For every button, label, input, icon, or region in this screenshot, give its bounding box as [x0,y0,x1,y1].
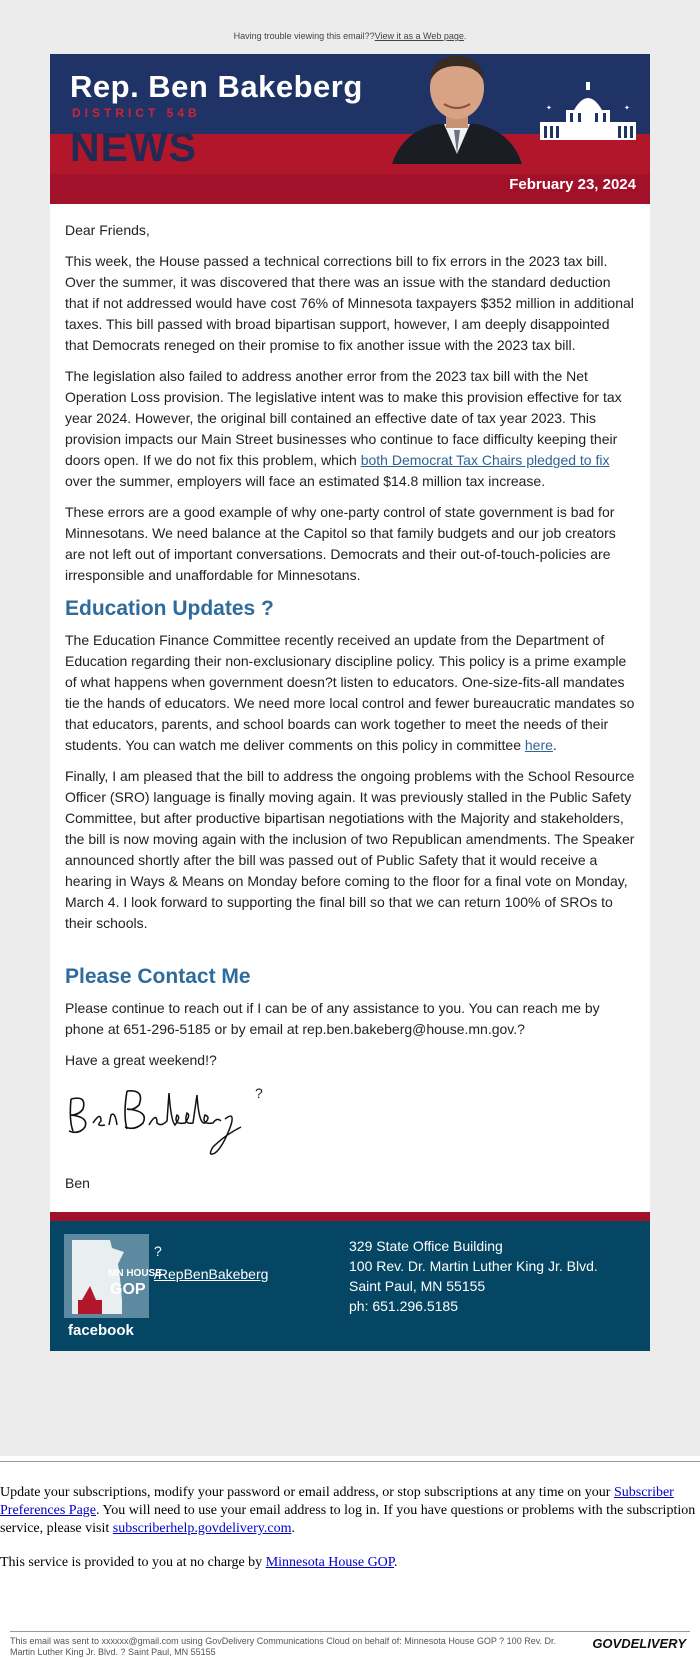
paragraph-weekend: Have a great weekend!? [65,1052,217,1068]
greeting: Dear Friends, [65,222,150,238]
web-page-link[interactable]: View it as a Web page [374,31,464,41]
contact-heading: Please Contact Me [65,965,251,988]
trouble-text: Having trouble viewing this email?? [233,31,375,41]
divider [0,1461,700,1462]
portrait-image [382,54,532,164]
address-line: 329 State Office Building [349,1238,503,1254]
subscription-text: Update your subscriptions, modify your password or email address, or stop subscriptions at any time on your Subscriber Preferences Page. You will need to use your email address to log in. If you have questions or problems with the subscription service, please visit subscriberhelp.govdelivery.com. [0,1485,696,1536]
mn-house-gop-logo[interactable] [64,1234,162,1339]
subscriber-preferences-link[interactable]: Subscriber Preferences Page [0,1485,674,1518]
paragraph-one-party-control: These errors are a good example of why one-party control of state government is bad for Minnesotans. We need balance at the Capitol so that family budgets and our job creators are not left out of important conversations. Democrats and their out-of-touch-policies are irresponsible and unaffordable for Minnesotans. [65,504,616,583]
paragraph-contact: Please continue to reach out if I can be of any assistance to you. You can reach me by phone at 651-296-5185 or by email at rep.ben.bakeberg@house.mn.gov.? [65,1000,600,1037]
committee-video-link[interactable]: here [524,737,553,753]
rep-name: Rep. Ben Bakeberg [70,69,363,104]
footer-red-band [50,1212,650,1221]
view-online-bar: Having trouble viewing this email??View it as a Web page. [233,31,467,41]
facebook-logo-text: facebook [68,1322,134,1339]
govdelivery-logo[interactable]: GOVDELIVERY [592,1636,686,1651]
district-label: DISTRICT 54B [72,106,201,120]
divider [10,1631,690,1632]
header-banner [50,54,650,204]
paragraph-net-operation-loss: The legislation also failed to address another error from the 2023 tax bill with the Net Operation Loss provision. The legislative intent was to make this provision effective for tax year 2024. However, the original bill contained an effective date of tax year 2023. This provision impacts our Main Street businesses who continue to face difficulty keeping their doors open. If we do not fix this problem, which both Democrat Tax Chairs pledged to fix over the summer, employers will face an estimated $14.8 million tax increase. [65,368,622,489]
tax-chairs-link[interactable]: both Democrat Tax Chairs pledged to fix [360,452,610,468]
newsletter-body [50,204,650,1212]
footer-contact [50,1221,650,1351]
signature-block [65,1081,636,1165]
news-label: NEWS [70,124,197,170]
issue-date: February 23, 2024 [509,176,636,193]
address-line: 100 Rev. Dr. Martin Luther King Jr. Blvd. [349,1258,598,1274]
subscriber-help-link[interactable]: subscriberhelp.govdelivery.com [112,1521,292,1536]
newsletter-card [50,54,650,1351]
paragraph-sro: Finally, I am pleased that the bill to address the ongoing problems with the School Resource Officer (SRO) language is finally moving again. It was previously stalled in the Public Safety Committee, but after productive bipartisan negotiations with the Majority and stakeholders, the bill is now moving again with the inclusion of two Republican amendments. The Speaker announced shortly after the bill was passed out of Public Safety that it would receive a hearing in Ways & Means on Monday before coming to the floor for a final vote on Monday, March 4. I look forward to supporting the final bill so that we can return 100% of SROs to their schools. [65,768,635,931]
service-provided-text: This service is provided to you at no charge by Minnesota House GOP. [0,1555,398,1570]
office-address [349,1236,598,1316]
svg-text:✦: ✦ [624,105,630,112]
signoff: Ben [65,1175,90,1191]
paragraph-education-finance: The Education Finance Committee recently received an update from the Department of Education regarding their non-exclusionary discipline policy. This policy is a prime example of what happens when government doesn?t listen to educators. One-size-fits-all mandates tie the hands of educators. We need more local control and fewer bureaucratic mandates so that educators, parents, and school boards can work together to meet the needs of their students. You can watch me deliver comments on this policy in committee here. [65,632,635,753]
signature-image [65,1081,250,1161]
footer-question-mark: ? [154,1243,162,1259]
facebook-page-link[interactable]: /RepBenBakeberg [154,1266,269,1282]
capitol-icon [538,82,638,142]
signature-question-mark: ? [255,1085,263,1101]
address-line: Saint Paul, MN 55155 [349,1278,486,1294]
phone-line: ph: 651.296.5185 [349,1298,458,1314]
mn-house-gop-link[interactable]: Minnesota House GOP [265,1555,395,1570]
logo-gop-text: GOP [110,1281,146,1298]
logo-mnhouse-text: MN HOUSE [108,1268,162,1279]
paragraph-tax-bill: This week, the House passed a technical corrections bill to fix errors in the 2023 tax bill. Over the summer, it was discovered that there was an issue with the standard deduction that if not addressed would have cost 76% of Minnesota taxpayers $352 million in additional taxes. This bill passed with broad bipartisan support, however, I am deeply disappointed that Democrats reneged on their promise to fix another issue with the 2023 tax bill. [65,253,634,353]
subscription-footer [0,1461,700,1572]
sent-to-notice: This email was sent to xxxxxx@gmail.com using GovDelivery Communications Cloud on behalf of: Minnesota House GOP ? 100 Rev. Dr. Martin Luther King Jr. Blvd. ? Saint Paul, MN 55155 [10,1636,557,1657]
svg-text:✦: ✦ [546,105,552,112]
education-heading: Education Updates ? [65,597,274,620]
